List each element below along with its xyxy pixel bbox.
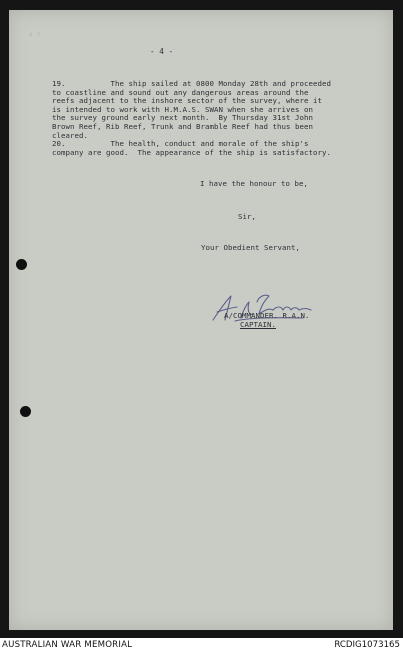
punch-hole-icon [20,406,31,417]
archive-footer [0,638,403,653]
paragraph-line: The health, conduct and morale of the ship's [110,139,309,148]
paragraph-line: is intended to work with H.M.A.S. SWAN when she arrives on [52,104,313,114]
salutation: Sir, [238,212,256,221]
paragraph-19 [52,80,331,140]
paragraph-20 [52,140,331,157]
paragraph-line: The ship sailed at 0800 Monday 28th and proceeded [110,79,331,88]
paragraph-line: the survey ground early next month. By Thursday 31st John [52,113,313,123]
page-number: - 4 - [150,47,174,56]
paragraph-number: 19. [52,79,66,88]
rank-line: A/COMMANDER. R.A.N. [224,311,310,320]
paragraph-number: 20. [52,139,66,148]
paragraph-line: company are good. The appearance of the ship is satisfactory. [52,147,331,157]
captain-title: CAPTAIN. [240,320,276,329]
paper-mark-icon: ∴ ⁘ [29,31,42,38]
footer-source: AUSTRALIAN WAR MEMORIAL [2,640,133,650]
closing-line: I have the honour to be, [200,179,308,188]
paragraph-line: reefs adjacent to the inshore sector of the survey, where it [52,96,322,106]
paragraph-line: cleared. [52,130,88,140]
punch-hole-icon [16,259,27,270]
footer-reference: RCDIG1073165 [334,640,400,650]
valediction: Your Obedient Servant, [201,243,300,252]
paragraph-line: to coastline and sound out any dangerous areas around the [52,87,309,97]
paragraph-line: Brown Reef, Rib Reef, Trunk and Bramble Reef had thus been [52,121,313,131]
